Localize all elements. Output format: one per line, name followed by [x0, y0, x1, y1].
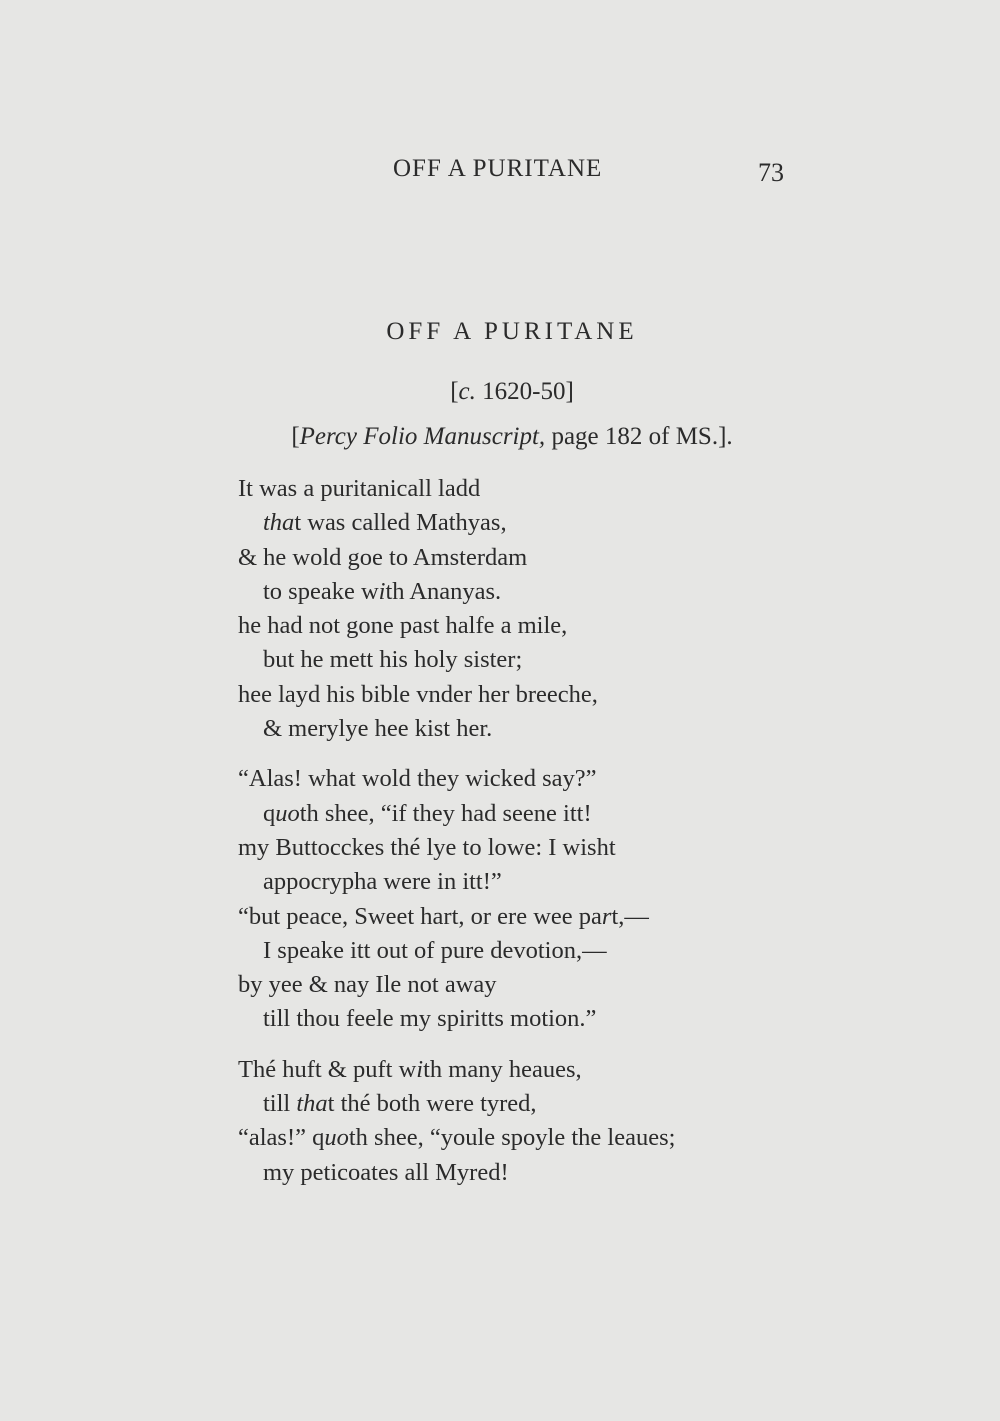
poem-source [0, 423, 1000, 451]
poem-line: I speake itt out of pure devotion,— [263, 936, 607, 964]
poem-title: OFF A PURITANE [386, 318, 638, 345]
poem-stanza [238, 472, 858, 746]
poem-line [238, 575, 858, 609]
poem-body [238, 472, 858, 1206]
line-expanded-abbreviation: uo [275, 799, 300, 827]
line-expanded-abbreviation: uo [324, 1124, 349, 1152]
poem-line: & merylye hee kist her. [263, 715, 493, 743]
line-text: t,— [611, 902, 649, 930]
poem-line: appocrypha were in itt!” [263, 868, 502, 896]
poem-line: but he mett his holy sister; [263, 646, 523, 674]
line-expanded-abbreviation: tha [263, 509, 295, 537]
line-text: Thé huft & puft w [238, 1055, 417, 1083]
line-expanded-abbreviation: i [416, 1055, 424, 1083]
poem-line: It was a puritanicall ladd [238, 475, 481, 502]
poem-line [238, 797, 858, 831]
poem-line: till thou feele my spiritts motion.” [263, 1005, 597, 1033]
line-text: t was called Mathyas, [294, 509, 507, 537]
line-text: to speake w [263, 577, 379, 605]
poem-stanza [238, 762, 858, 1036]
source-page-ref: page 182 of MS.]. [545, 423, 733, 450]
poem-line [238, 506, 858, 540]
poem-line [238, 900, 858, 934]
line-expanded-abbreviation: r [601, 902, 612, 930]
line-text: till [263, 1090, 297, 1118]
poem-stanza [238, 1053, 858, 1190]
line-expanded-abbreviation: i [378, 577, 386, 605]
poem-line: & he wold goe to Amsterdam [238, 543, 528, 571]
poem-line [238, 1087, 858, 1121]
line-text: t thé both were tyred, [327, 1090, 537, 1118]
line-text: th shee, “youle spoyle the leaues; [348, 1124, 676, 1152]
poem-line: he had not gone past halfe a mile, [238, 612, 568, 640]
source-book-title: Percy Folio Manuscript, [299, 423, 546, 450]
page-number: 73 [758, 158, 784, 187]
date-open-bracket: [ [450, 378, 459, 405]
poem-line: my Buttocckes thé lye to lowe: I wisht [238, 833, 616, 861]
poem-line: “Alas! what wold they wicked say?” [238, 765, 597, 793]
line-text: th many heaues, [423, 1055, 582, 1083]
poem-line: by yee & nay Ile not away [238, 971, 497, 999]
line-text: th Ananyas. [385, 577, 502, 605]
poem-line [238, 1121, 858, 1155]
poem-line [238, 1053, 858, 1087]
line-expanded-abbreviation: tha [296, 1090, 328, 1118]
date-circa: c. [458, 378, 476, 405]
line-text: th shee, “if they had seene itt! [299, 799, 592, 827]
date-years: 1620-50] [475, 378, 574, 405]
line-text: “alas!” q [238, 1124, 325, 1152]
poem-line: my peticoates all Myred! [263, 1158, 509, 1186]
poem-line: hee layd his bible vnder her breeche, [238, 680, 598, 708]
line-text: “but peace, Sweet hart, or ere wee pa [238, 902, 602, 930]
running-header-title: OFF A PURITANE [393, 155, 603, 182]
line-text: q [263, 799, 276, 827]
poem-date [0, 378, 1000, 406]
source-open-bracket: [ [291, 423, 300, 450]
